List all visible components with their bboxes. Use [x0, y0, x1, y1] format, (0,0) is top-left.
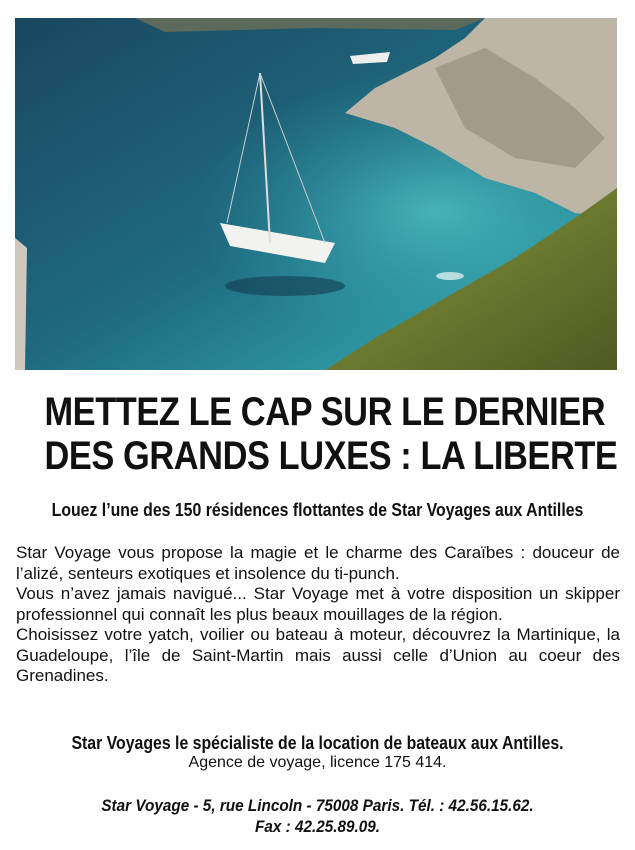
headline-line-2: DES GRANDS LUXES : LA LIBERTE: [44, 434, 618, 478]
fax-line: Fax : 42.25.89.09.: [254, 817, 381, 836]
sailboat-cove-photo: [15, 18, 617, 370]
address-line: Star Voyage - 5, rue Lincoln - 75008 Paris. Tél. : 42.56.15.62.: [101, 796, 534, 815]
body-paragraph: Star Voyage vous propose la magie et le charme des Caraïbes : douceur de l’alizé, senteurs exotiques et insolence du ti-punch.: [16, 543, 620, 583]
body-text: [16, 543, 620, 687]
body-paragraph: Choisissez votre yatch, voilier ou bateau à moteur, découvrez la Martinique, la Guadeloupe, l’île de Saint-Martin mais aussi celle d’Union au coeur des Grenadines.: [16, 625, 620, 685]
body-paragraph: Vous n’avez jamais navigué... Star Voyage met à votre disposition un skipper professionnel qui connaît les plus beaux mouillages de la région.: [16, 584, 620, 624]
agency-license: Agence de voyage, licence 175 414.: [188, 754, 447, 771]
subtitle: Louez l’une des 150 résidences flottantes de Star Voyages aux Antilles: [51, 500, 584, 520]
headline-line-1: METTEZ LE CAP SUR LE DERNIER: [44, 390, 606, 434]
contact-address: [32, 795, 604, 837]
tagline: Star Voyages le spécialiste de la location de bateaux aux Antilles.: [71, 733, 564, 753]
